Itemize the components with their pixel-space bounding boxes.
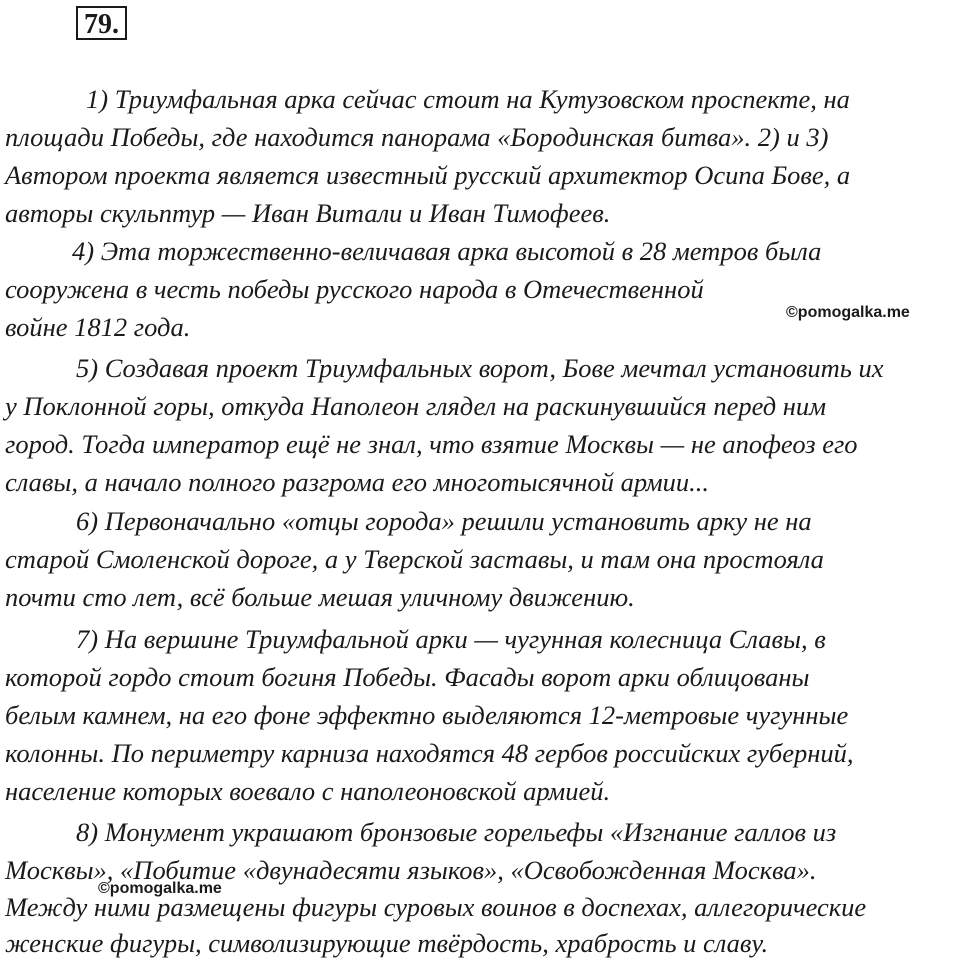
watermark: ©pomogalka.me	[98, 880, 222, 897]
text-line: 6) Первоначально «отцы города» решили установить арку не на	[76, 506, 812, 536]
text-line: 4) Эта торжественно-величавая арка высотой в 28 метров была	[72, 236, 822, 266]
text-line: город. Тогда император ещё не знал, что взятие Москвы — не апофеоз его	[5, 429, 858, 459]
text-line: сооружена в честь победы русского народа в Отечественной	[5, 274, 704, 304]
text-line: 5) Создавая проект Триумфальных ворот, Бове мечтал установить их	[76, 353, 884, 383]
text-line: население которых воевало с наполеоновской армией.	[5, 776, 611, 806]
text-line: белым камнем, на его фоне эффектно выделяются 12-метровые чугунные	[5, 700, 849, 730]
text-line: 7) На вершине Триумфальной арки — чугунная колесница Славы, в	[76, 624, 826, 654]
text-line: славы, а начало полного разгрома его многотысячной армии...	[5, 467, 710, 497]
text-line: старой Смоленской дороге, а у Тверской заставы, и там она простояла	[5, 544, 824, 574]
text-line: женские фигуры, символизирующие твёрдость, храбрость и славу.	[5, 928, 769, 958]
watermark: ©pomogalka.me	[786, 304, 910, 321]
text-line: Автором проекта является известный русский архитектор Осипа Бове, а	[5, 160, 851, 190]
text-line: у Поклонной горы, откуда Наполеон глядел на раскинувшийся перед ним	[5, 391, 827, 421]
text-line: которой гордо стоит богиня Победы. Фасады ворот арки облицованы	[5, 662, 810, 692]
text-line: Москвы», «Побитие «двунадесяти языков», «Освобожденная Москва».	[5, 855, 817, 885]
text-line: авторы скульптур — Иван Витали и Иван Тимофеев.	[5, 198, 611, 228]
text-line: войне 1812 года.	[5, 312, 191, 342]
text-line: площади Победы, где находится панорама «Бородинская битва». 2) и 3)	[5, 122, 829, 152]
exercise-number: 79.	[76, 6, 127, 40]
text-line: 1) Триумфальная арка сейчас стоит на Кутузовском проспекте, на	[86, 84, 850, 114]
text-line: Между ними размещены фигуры суровых воинов в доспехах, аллегорические	[5, 892, 867, 922]
text-line: 8) Монумент украшают бронзовые горельефы «Изгнание галлов из	[76, 817, 837, 847]
text-line: почти сто лет, всё больше мешая уличному движению.	[5, 582, 635, 612]
text-line: колонны. По периметру карниза находятся 48 гербов российских губерний,	[5, 738, 854, 768]
